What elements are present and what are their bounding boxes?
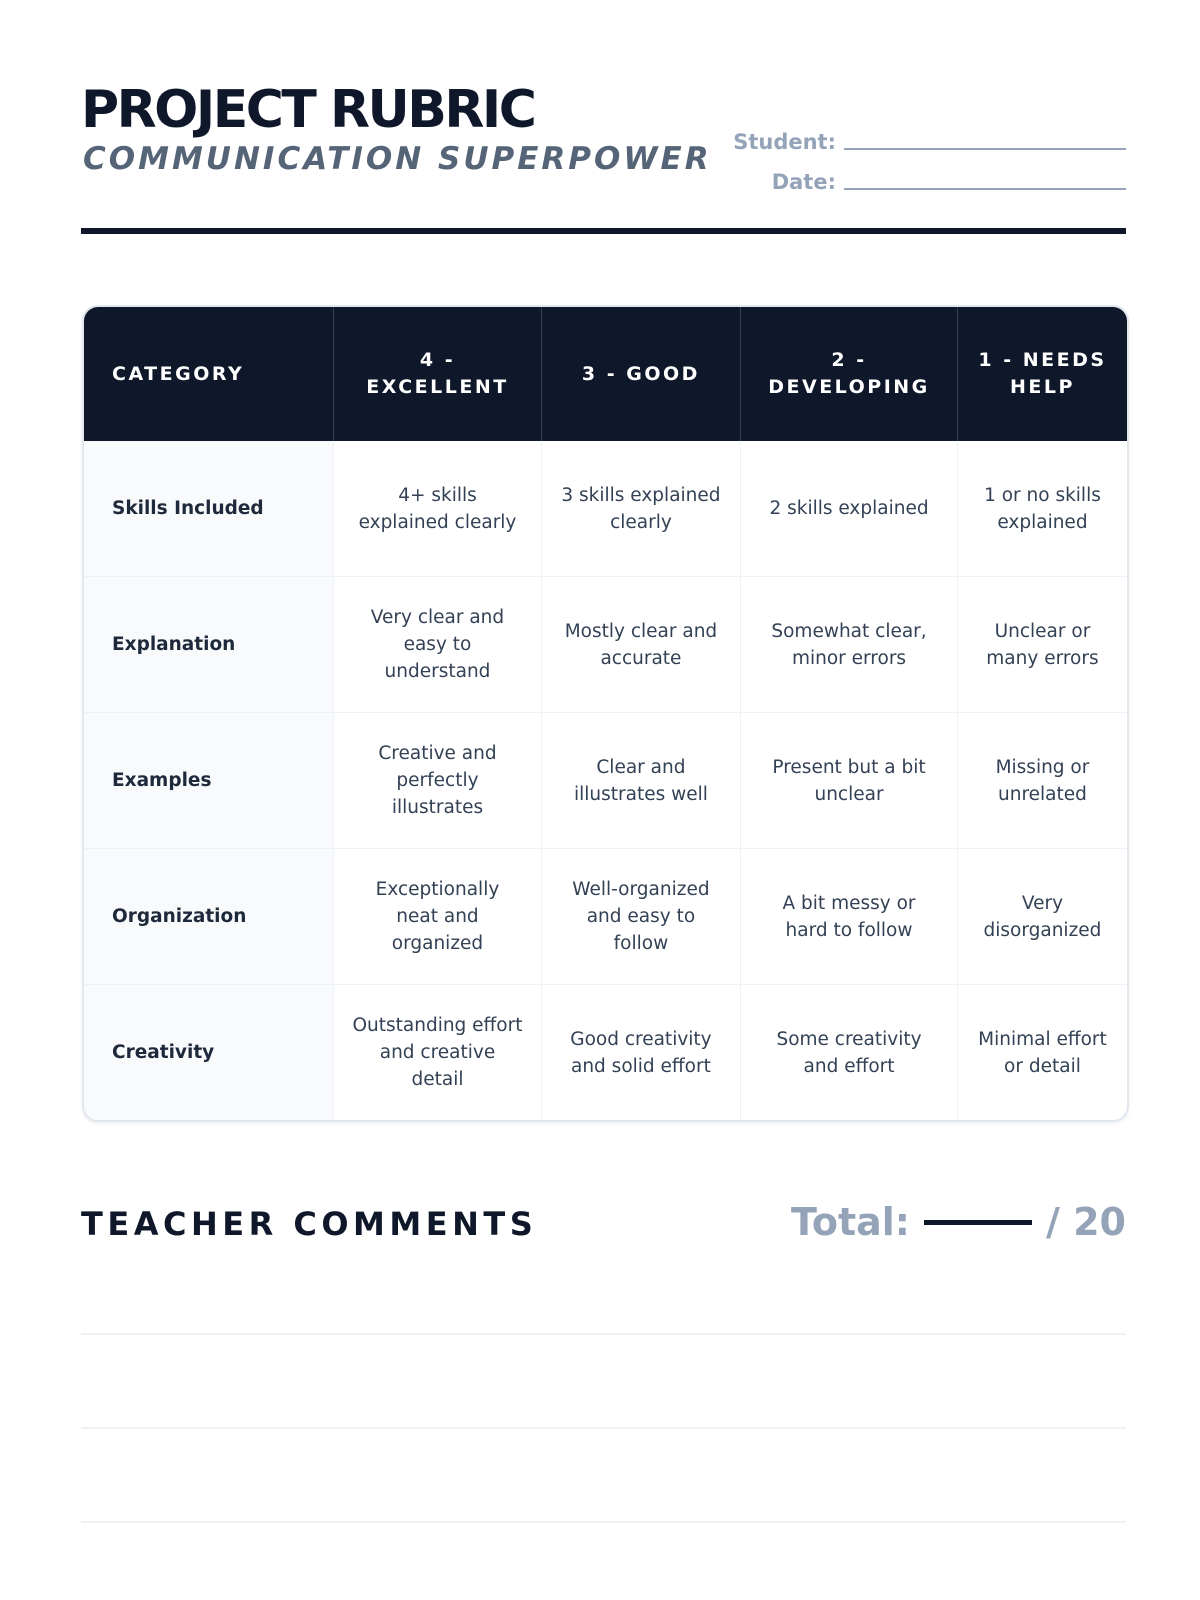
- category-cell: Creativity: [84, 985, 334, 1121]
- category-cell: Examples: [84, 713, 334, 849]
- criteria-cell[interactable]: Very clear and easy to understand: [334, 577, 542, 713]
- student-row: [726, 114, 1126, 154]
- category-cell: Organization: [84, 849, 334, 985]
- criteria-cell[interactable]: 4+ skills explained clearly: [334, 441, 542, 577]
- header-divider: [81, 228, 1126, 234]
- table-row: [84, 441, 1127, 577]
- total-score: [790, 1200, 1126, 1244]
- criteria-cell[interactable]: 2 skills explained: [741, 441, 958, 577]
- table-row: [84, 985, 1127, 1121]
- rubric-table-container: [82, 305, 1129, 1122]
- table-row: [84, 849, 1127, 985]
- comment-line[interactable]: [81, 1427, 1126, 1429]
- column-header-good: 3 - GOOD: [541, 307, 740, 441]
- category-cell: Skills Included: [84, 441, 334, 577]
- criteria-cell[interactable]: Outstanding effort and creative detail: [334, 985, 542, 1121]
- page-subtitle: COMMUNICATION SUPERPOWER: [83, 141, 712, 177]
- total-label: Total:: [790, 1200, 910, 1244]
- criteria-cell[interactable]: 3 skills explained clearly: [541, 441, 740, 577]
- criteria-cell[interactable]: Clear and illustrates well: [541, 713, 740, 849]
- table-row: [84, 577, 1127, 713]
- criteria-cell[interactable]: Well-organized and easy to follow: [541, 849, 740, 985]
- total-score-line[interactable]: [924, 1220, 1032, 1225]
- criteria-cell[interactable]: A bit messy or hard to follow: [741, 849, 958, 985]
- total-max: / 20: [1046, 1200, 1126, 1244]
- criteria-cell[interactable]: 1 or no skills explained: [957, 441, 1127, 577]
- comment-line[interactable]: [81, 1333, 1126, 1335]
- student-label: Student:: [733, 130, 836, 154]
- criteria-cell[interactable]: Exceptionally neat and organized: [334, 849, 542, 985]
- category-cell: Explanation: [84, 577, 334, 713]
- teacher-comments-heading: TEACHER COMMENTS: [81, 1205, 538, 1243]
- student-name-line[interactable]: [844, 148, 1126, 150]
- rubric-header: [81, 80, 1126, 200]
- criteria-cell[interactable]: Some creativity and effort: [741, 985, 958, 1121]
- criteria-cell[interactable]: Mostly clear and accurate: [541, 577, 740, 713]
- criteria-cell[interactable]: Unclear or many errors: [957, 577, 1127, 713]
- date-row: [726, 154, 1126, 194]
- criteria-cell[interactable]: Creative and perfectly illustrates: [334, 713, 542, 849]
- criteria-cell[interactable]: Minimal effort or detail: [957, 985, 1127, 1121]
- criteria-cell[interactable]: Good creativity and solid effort: [541, 985, 740, 1121]
- table-row: [84, 713, 1127, 849]
- comment-line[interactable]: [81, 1521, 1126, 1523]
- student-meta: [726, 114, 1126, 194]
- rubric-table: [84, 307, 1127, 1120]
- criteria-cell[interactable]: Present but a bit unclear: [741, 713, 958, 849]
- date-label: Date:: [771, 170, 836, 194]
- column-header-developing: 2 - DEVELOPING: [741, 307, 958, 441]
- page-title: PROJECT RUBRIC: [81, 80, 535, 140]
- date-line[interactable]: [844, 188, 1126, 190]
- column-header-category: CATEGORY: [84, 307, 334, 441]
- column-header-excellent: 4 - EXCELLENT: [334, 307, 542, 441]
- rubric-header-row: [84, 307, 1127, 441]
- criteria-cell[interactable]: Very disorganized: [957, 849, 1127, 985]
- criteria-cell[interactable]: Missing or unrelated: [957, 713, 1127, 849]
- criteria-cell[interactable]: Somewhat clear, minor errors: [741, 577, 958, 713]
- column-header-needs-help: 1 - NEEDS HELP: [957, 307, 1127, 441]
